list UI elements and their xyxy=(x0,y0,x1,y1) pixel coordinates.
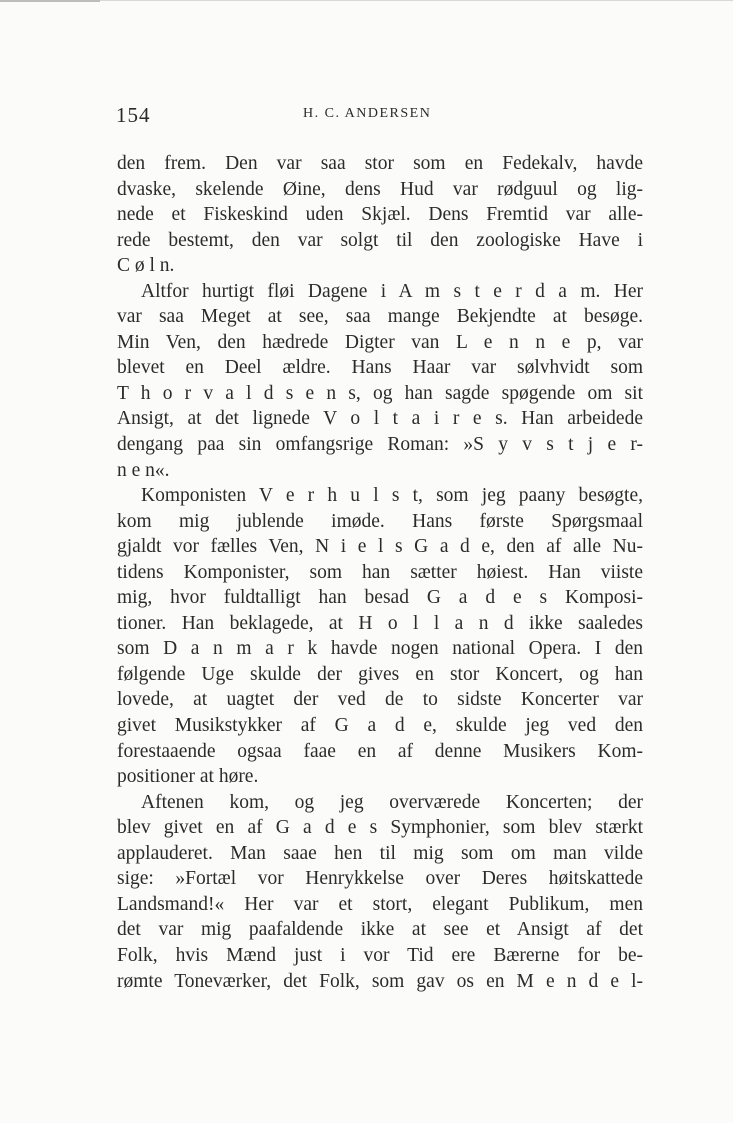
text-line: mig, hvor fuldtalligt han besad G a d e s Komposi- xyxy=(117,587,643,609)
text-line: Aftenen kom, og jeg overværede Koncerten; der xyxy=(141,791,643,813)
page-header xyxy=(116,103,640,129)
text-line: rømte Toneværker, det Folk, som gav os en M e n d e l- xyxy=(117,970,643,992)
text-line: n e n«. xyxy=(117,459,170,481)
body-text xyxy=(117,151,643,994)
running-head: H. C. ANDERSEN xyxy=(303,106,432,121)
text-line: kom mig jublende imøde. Hans første Spørgsmaal xyxy=(117,510,643,532)
text-line: applauderet. Man saae hen til mig som om man vilde xyxy=(117,842,643,864)
text-line: forestaaende ogsaa faae en af denne Musikers Kom- xyxy=(117,740,643,762)
text-line: Ansigt, at det lignede V o l t a i r e s. Han arbeidede xyxy=(117,408,643,430)
text-line: gjaldt vor fælles Ven, N i e l s G a d e, den af alle Nu- xyxy=(117,536,643,558)
text-line: var saa Meget at see, saa mange Bekjendte at besøge. xyxy=(117,306,643,328)
text-line: lovede, at uagtet der ved de to sidste Koncerter var xyxy=(117,689,643,711)
text-line: dvaske, skelende Øine, dens Hud var rødguul og lig- xyxy=(117,178,643,200)
text-line: tioner. Han beklagede, at H o l l a n d ikke saaledes xyxy=(117,612,643,634)
text-line: blev givet en af G a d e s Symphonier, som blev stærkt xyxy=(117,817,643,839)
text-line: C ø l n. xyxy=(117,255,175,277)
text-line: følgende Uge skulde der gives en stor Koncert, og han xyxy=(117,663,643,685)
text-line: Min Ven, den hædrede Digter van L e n n e p, var xyxy=(117,331,643,353)
text-line: Komponisten V e r h u l s t, som jeg paany besøgte, xyxy=(141,485,643,507)
text-line: det var mig paafaldende ikke at see et Ansigt af det xyxy=(117,919,643,941)
text-line: dengang paa sin omfangsrige Roman: »S y v s t j e r- xyxy=(117,434,643,456)
page-edge-mark xyxy=(0,0,100,2)
text-line: som D a n m a r k havde nogen national Opera. I den xyxy=(117,638,643,660)
text-line: givet Musikstykker af G a d e, skulde jeg ved den xyxy=(117,715,643,737)
text-line: T h o r v a l d s e n s, og han sagde spøgende om sit xyxy=(117,382,643,404)
text-line: Landsmand!« Her var et stort, elegant Publikum, men xyxy=(117,893,643,915)
text-line: tidens Komponister, som han sætter høiest. Han viiste xyxy=(117,561,643,583)
page-number: 154 xyxy=(116,103,151,127)
text-line: Altfor hurtigt fløi Dagene i A m s t e r d a m. Her xyxy=(141,280,643,302)
text-line: positioner at høre. xyxy=(117,766,259,788)
text-line: nede et Fiskeskind uden Skjæl. Dens Fremtid var alle- xyxy=(117,204,643,226)
text-line: sige: »Fortæl vor Henrykkelse over Deres høitskattede xyxy=(117,868,643,890)
text-line: den frem. Den var saa stor som en Fedekalv, havde xyxy=(117,153,643,174)
text-line: blevet en Deel ældre. Hans Haar var sølvhvidt som xyxy=(117,357,643,379)
text-line: rede bestemt, den var solgt til den zoologiske Have i xyxy=(117,229,643,251)
text-line: Folk, hvis Mænd just i vor Tid ere Bærerne for be- xyxy=(117,944,643,966)
